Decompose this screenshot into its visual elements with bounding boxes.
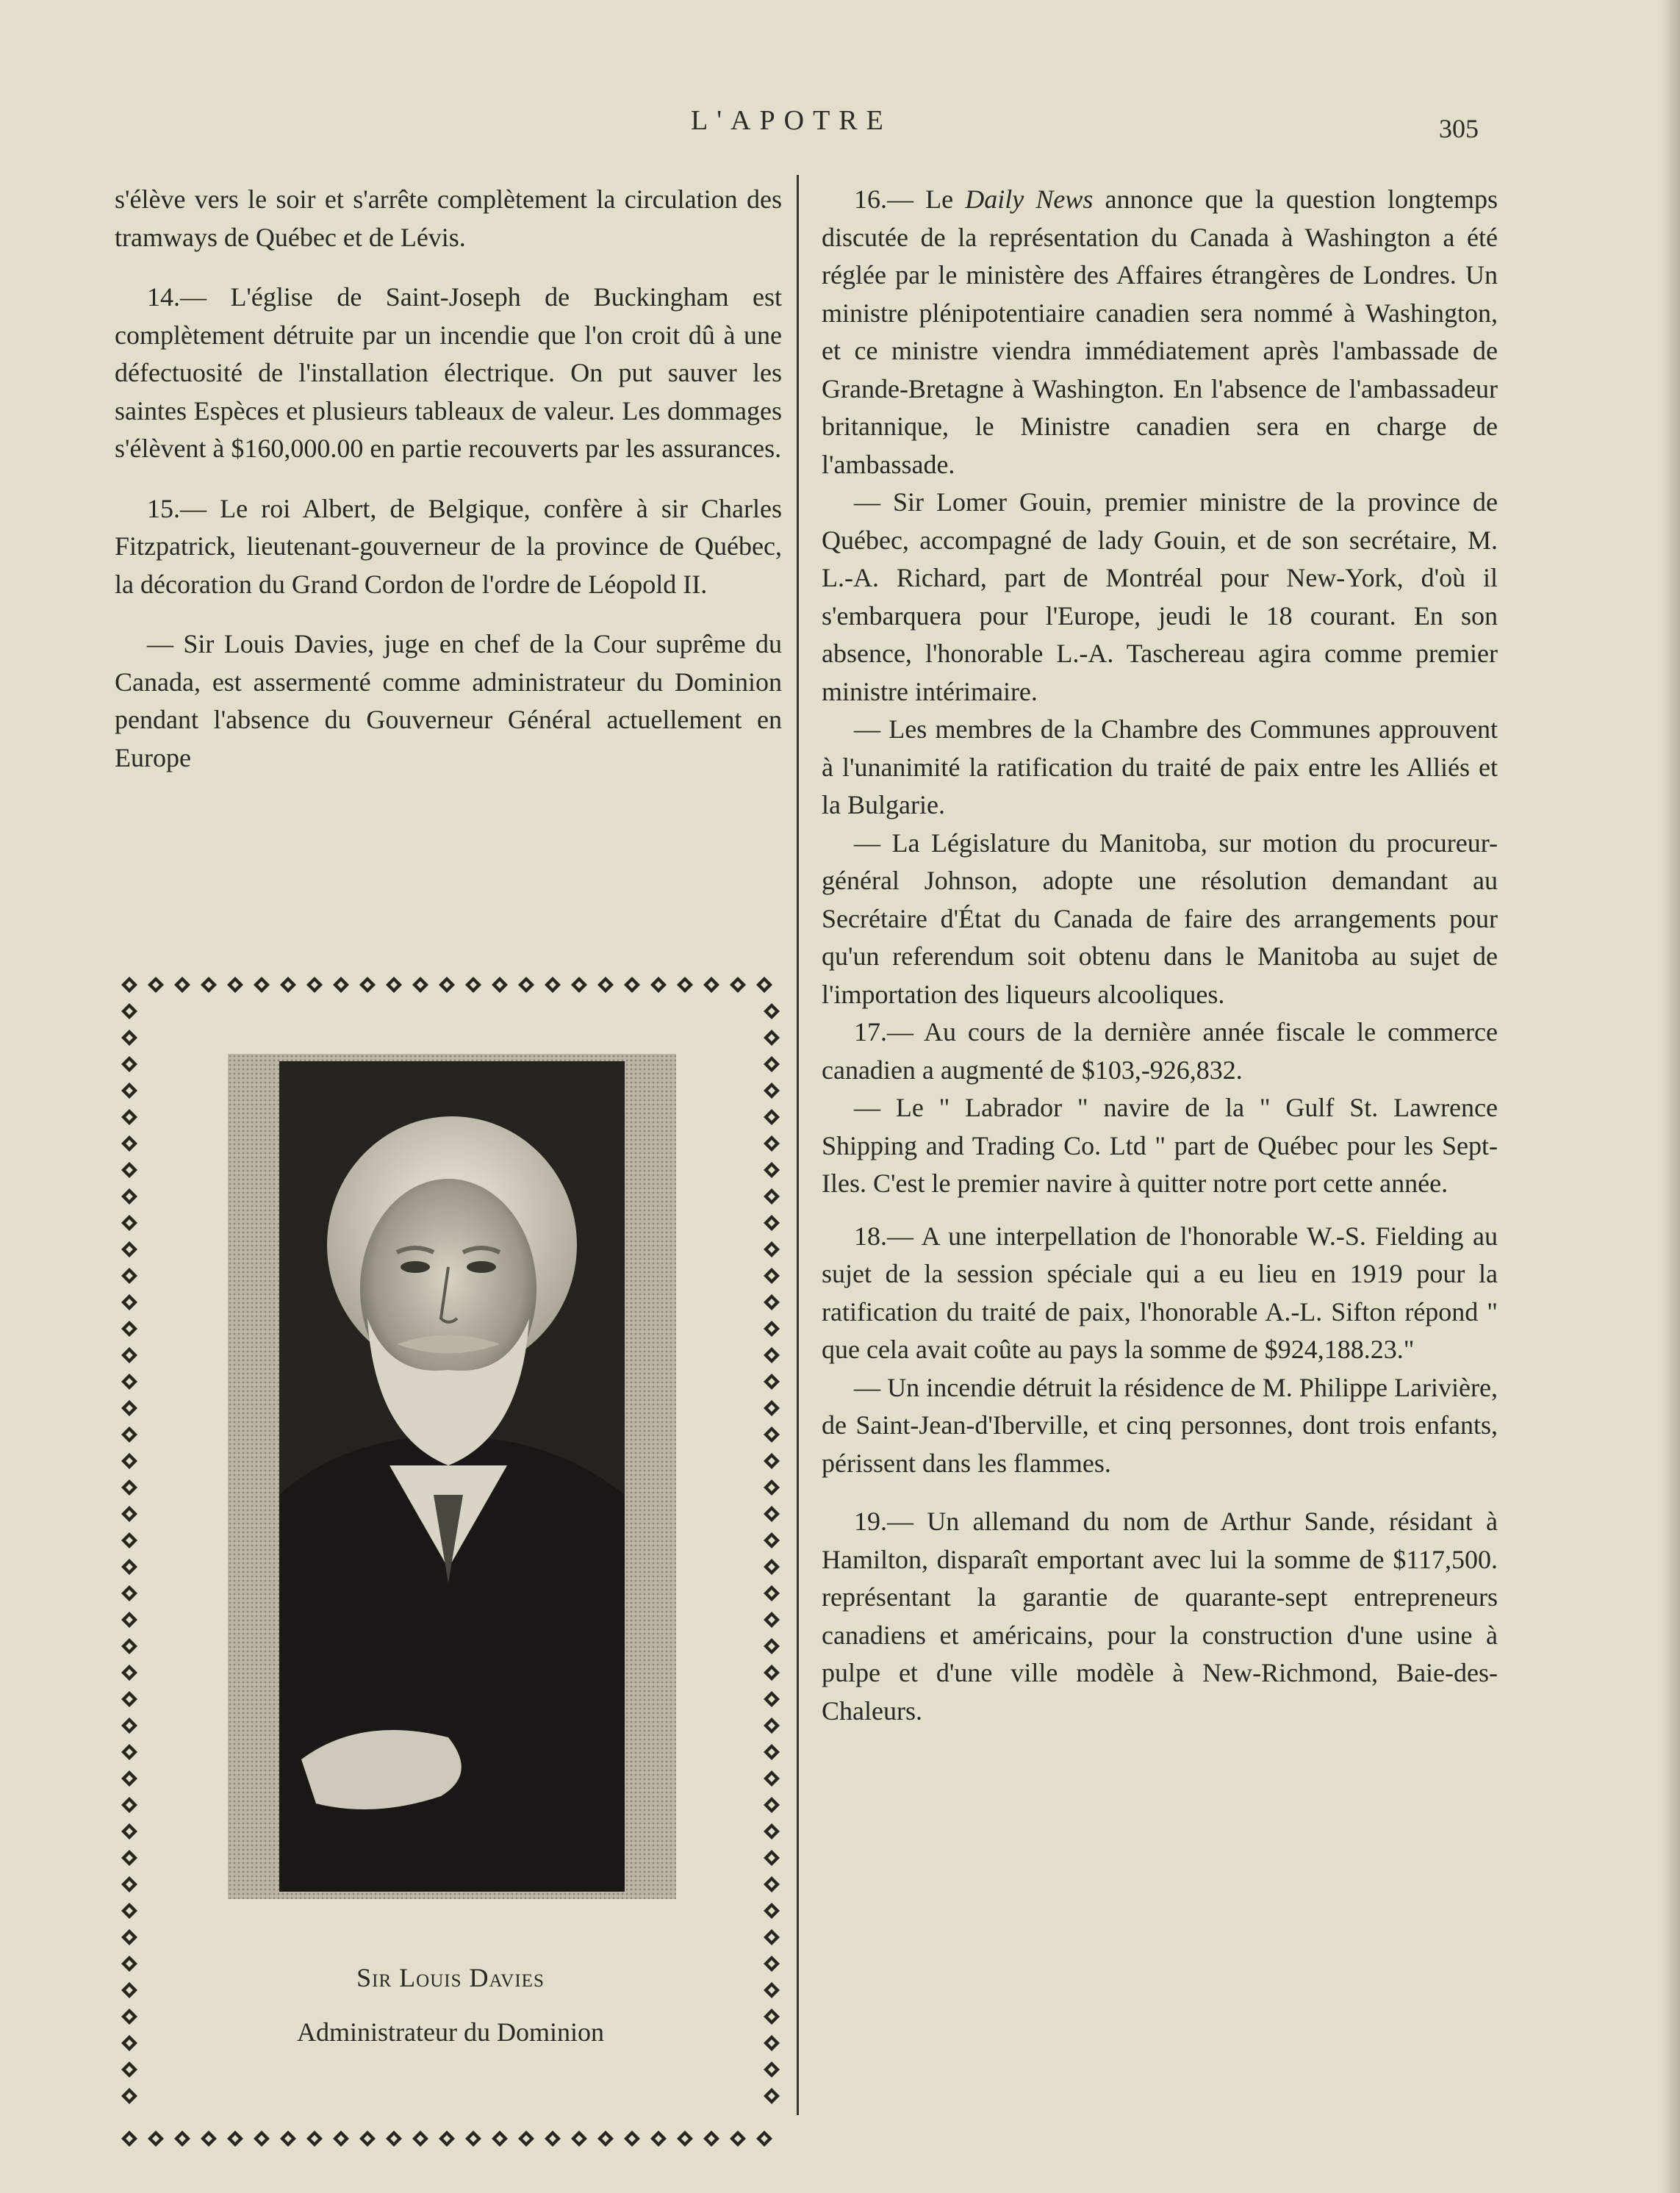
border-ornament bbox=[121, 1374, 137, 1390]
paragraph: — Sir Lomer Gouin, premier ministre de la province de Québec, accompagné de lady Gouin, et de son secrétaire, M. L.-A. Richard, part de Montréal pour New-York, d'où il s'embarquera pour l'Europe, jeudi le 18 courant. En son absence, l'honorable L.-A. Taschereau agira comme premier ministre intérimaire. bbox=[822, 487, 1498, 706]
border-ornament bbox=[121, 1850, 137, 1866]
border-ornament bbox=[764, 1030, 780, 1046]
paragraph: 14.— L'église de Saint-Joseph de Buckingham est complètement détruite par un incendie que l'on croit dû à une défectuosité de l'installation électrique. On put sauver les saintes Espèces et plusieurs tableaux de valeur. Les dommages s'élèvent à $160,000.00 en partie recouverts par les assurances. bbox=[115, 282, 782, 463]
page-edge-shadow bbox=[1661, 0, 1680, 2193]
border-ornament bbox=[518, 977, 534, 993]
paragraph-16 bbox=[822, 181, 1498, 484]
border-ornament bbox=[677, 2131, 693, 2147]
border-ornament bbox=[764, 1479, 780, 1496]
page-number: 305 bbox=[1439, 114, 1479, 143]
border-ornament bbox=[121, 1612, 137, 1628]
newspaper-title: Daily News bbox=[965, 184, 1094, 214]
border-ornament bbox=[492, 977, 508, 993]
border-ornament bbox=[121, 1162, 137, 1178]
border-ornament bbox=[121, 1347, 137, 1363]
border-ornament bbox=[439, 977, 455, 993]
border-ornament bbox=[624, 2131, 640, 2147]
caption-role: Administrateur du Dominion bbox=[297, 2017, 604, 2047]
border-ornament bbox=[764, 1188, 780, 1205]
paragraph: 15.— Le roi Albert, de Belgique, confère à sir Charles Fitzpatrick, lieutenant-gouverneur de la province de Québec, la décoration du Grand Cordon de l'ordre de Léopold II. bbox=[115, 493, 782, 599]
border-ornament bbox=[624, 977, 640, 993]
border-ornament bbox=[148, 2131, 164, 2147]
border-ornament bbox=[571, 2131, 587, 2147]
border-ornament bbox=[121, 1770, 137, 1787]
border-ornament bbox=[121, 1426, 137, 1443]
paragraph: 19.— Un allemand du nom de Arthur Sande, résidant à Hamilton, disparaît emportant avec lui la somme de $117,500. représentant la garantie de quarante-sept entrepreneurs canadiens et américains, pour la construction d'une usine à pulpe et d'une ville modèle à New-Richmond, Baie-des-Chaleurs. bbox=[822, 1507, 1498, 1726]
caption-name: Sir Louis Davies bbox=[356, 1963, 545, 1992]
paragraph: 18.— A une interpellation de l'honorable W.-S. Fielding au sujet de la session spéciale qui a eu lieu en 1919 pour la ratification du traité de paix, l'honorable A.-L. Sifton répond " que cela avait coûte au pays la somme de $924,188.23." bbox=[822, 1221, 1498, 1364]
border-ornament bbox=[333, 977, 349, 993]
border-ornament bbox=[121, 1903, 137, 1919]
border-ornament bbox=[121, 1056, 137, 1072]
border-ornament bbox=[764, 1268, 780, 1284]
border-ornament bbox=[764, 1744, 780, 1760]
paragraph: 17.— Au cours de la dernière année fiscale le commerce canadien a augmenté de $103,-926,832. bbox=[822, 1017, 1498, 1085]
paragraph: — Un incendie détruit la résidence de M. Philippe Larivière, de Saint-Jean-d'Iberville, et cinq personnes, dont trois enfants, périssent dans les flammes. bbox=[822, 1372, 1498, 1478]
border-ornament bbox=[121, 2088, 137, 2104]
border-ornament bbox=[201, 977, 217, 993]
border-ornament bbox=[764, 1665, 780, 1681]
border-ornament bbox=[121, 1559, 137, 1575]
paragraph-16-prefix: 16.— Le bbox=[854, 184, 966, 214]
border-ornament bbox=[412, 977, 428, 993]
border-ornament bbox=[280, 977, 296, 993]
border-ornament bbox=[121, 1479, 137, 1496]
border-ornament bbox=[121, 1003, 137, 1019]
paragraph: — Les membres de la Chambre des Communes approuvent à l'unanimité la ratification du traité de paix entre les Alliés et la Bulgarie. bbox=[822, 714, 1498, 819]
border-ornament bbox=[121, 1135, 137, 1152]
border-ornament bbox=[121, 1638, 137, 1654]
border-ornament bbox=[764, 1506, 780, 1522]
border-ornament bbox=[121, 1823, 137, 1840]
border-ornament bbox=[121, 1321, 137, 1337]
border-ornament bbox=[359, 977, 376, 993]
border-ornament bbox=[764, 1162, 780, 1178]
border-ornament bbox=[121, 1030, 137, 1046]
border-ornament bbox=[439, 2131, 455, 2147]
border-ornament bbox=[730, 977, 746, 993]
border-ornament bbox=[386, 977, 402, 993]
border-ornament bbox=[764, 1612, 780, 1628]
border-ornament bbox=[148, 977, 164, 993]
border-ornament bbox=[764, 1823, 780, 1840]
border-ornament bbox=[492, 2131, 508, 2147]
left-column bbox=[115, 181, 782, 777]
paragraph: — La Législature du Manitoba, sur motion du procureur-général Johnson, adopte une résolution demandant au Secrétaire d'État du Canada de faire des arrangements pour qu'un referendum soit obtenu dans le Manitoba au sujet de l'importation des liqueurs alcooliques. bbox=[822, 828, 1498, 1009]
border-ornament bbox=[764, 1929, 780, 1945]
border-ornament bbox=[764, 1374, 780, 1390]
border-ornament bbox=[386, 2131, 402, 2147]
border-ornament bbox=[764, 1903, 780, 1919]
border-ornament bbox=[597, 2131, 614, 2147]
border-ornament bbox=[121, 2131, 137, 2147]
border-ornament bbox=[121, 1665, 137, 1681]
border-ornament bbox=[227, 2131, 243, 2147]
border-ornament bbox=[174, 977, 190, 993]
portrait-photo bbox=[228, 1054, 676, 1899]
border-ornament bbox=[756, 2131, 772, 2147]
border-ornament bbox=[677, 977, 693, 993]
border-ornament bbox=[121, 1268, 137, 1284]
paragraph: s'élève vers le soir et s'arrête complètement la circulation des tramways de Québec et de Lévis. bbox=[115, 184, 782, 252]
border-ornament bbox=[703, 977, 719, 993]
border-ornament bbox=[254, 2131, 270, 2147]
border-ornament bbox=[121, 1929, 137, 1945]
border-ornament bbox=[545, 2131, 561, 2147]
border-ornament bbox=[412, 2131, 428, 2147]
border-ornament bbox=[121, 1241, 137, 1257]
border-ornament bbox=[121, 1744, 137, 1760]
border-ornament bbox=[764, 1876, 780, 1892]
border-ornament bbox=[597, 977, 614, 993]
border-ornament bbox=[359, 2131, 376, 2147]
border-ornament bbox=[764, 1347, 780, 1363]
border-ornament bbox=[756, 977, 772, 993]
border-ornament bbox=[764, 1321, 780, 1337]
border-ornament bbox=[121, 977, 137, 993]
border-ornament bbox=[306, 2131, 323, 2147]
border-ornament bbox=[571, 977, 587, 993]
border-ornament bbox=[650, 2131, 667, 2147]
border-ornament bbox=[764, 1770, 780, 1787]
border-ornament bbox=[764, 1400, 780, 1416]
border-ornament bbox=[121, 1876, 137, 1892]
border-ornament bbox=[121, 1797, 137, 1813]
border-ornament bbox=[764, 1241, 780, 1257]
border-ornament bbox=[764, 1453, 780, 1469]
border-ornament bbox=[764, 1559, 780, 1575]
border-ornament bbox=[764, 1585, 780, 1601]
border-ornament bbox=[174, 2131, 190, 2147]
border-ornament bbox=[518, 2131, 534, 2147]
border-ornament bbox=[121, 1109, 137, 1125]
border-ornament bbox=[227, 977, 243, 993]
border-ornament bbox=[764, 1797, 780, 1813]
border-ornament bbox=[121, 1083, 137, 1099]
border-ornament bbox=[465, 977, 481, 993]
border-ornament bbox=[764, 2088, 780, 2104]
border-ornament bbox=[764, 1691, 780, 1707]
border-ornament bbox=[121, 1215, 137, 1231]
border-ornament bbox=[201, 2131, 217, 2147]
border-ornament bbox=[465, 2131, 481, 2147]
border-ornament bbox=[703, 2131, 719, 2147]
border-ornament bbox=[764, 2061, 780, 2078]
border-ornament bbox=[545, 977, 561, 993]
border-ornament bbox=[121, 1718, 137, 1734]
border-ornament bbox=[764, 1718, 780, 1734]
paragraph-16-text: annonce que la question longtemps discutée de la représentation du Canada à Washington a été réglée par le ministère des Affaires étrangères de Londres. Un ministre plénipotentiaire canadien sera nommé à Washington, et ce ministre viendra immédiatement après l'ambassade de Grande-Bretagne à Washington. En l'absence de l'ambassadeur britannique, le Ministre canadien sera en charge de l'ambassade. bbox=[822, 184, 1498, 479]
border-ornament bbox=[764, 1294, 780, 1310]
border-ornament bbox=[121, 1400, 137, 1416]
running-title: L'APOTRE bbox=[691, 105, 892, 136]
border-ornament bbox=[121, 1506, 137, 1522]
border-ornament bbox=[764, 1850, 780, 1866]
border-ornament bbox=[764, 1135, 780, 1152]
border-ornament bbox=[121, 1691, 137, 1707]
paragraph: — Le " Labrador " navire de la " Gulf St. Lawrence Shipping and Trading Co. Ltd " part de Québec pour les Sept-Iles. C'est le premier navire à quitter notre port cette année. bbox=[822, 1093, 1498, 1198]
border-ornament bbox=[121, 1585, 137, 1601]
border-ornament bbox=[764, 1083, 780, 1099]
border-ornament bbox=[306, 977, 323, 993]
right-column bbox=[822, 181, 1498, 1730]
border-ornament bbox=[764, 1215, 780, 1231]
border-ornament bbox=[764, 1638, 780, 1654]
border-ornament bbox=[280, 2131, 296, 2147]
column-divider bbox=[797, 175, 799, 2115]
border-ornament bbox=[333, 2131, 349, 2147]
border-ornament bbox=[764, 1056, 780, 1072]
border-ornament bbox=[121, 1294, 137, 1310]
border-ornament bbox=[730, 2131, 746, 2147]
border-ornament bbox=[764, 1426, 780, 1443]
border-ornament bbox=[764, 1003, 780, 1019]
border-ornament bbox=[121, 2061, 137, 2078]
border-ornament bbox=[764, 1109, 780, 1125]
border-ornament bbox=[121, 1453, 137, 1469]
border-ornament bbox=[650, 977, 667, 993]
border-ornament bbox=[764, 1532, 780, 1548]
paragraph: — Sir Louis Davies, juge en chef de la Cour suprême du Canada, est assermenté comme administrateur du Dominion pendant l'absence du Gouverneur Général actuellement en Europe bbox=[115, 629, 782, 772]
border-ornament bbox=[254, 977, 270, 993]
border-ornament bbox=[121, 1532, 137, 1548]
page-header bbox=[0, 104, 1680, 148]
border-ornament bbox=[121, 1188, 137, 1205]
portrait-figure bbox=[118, 973, 783, 2150]
